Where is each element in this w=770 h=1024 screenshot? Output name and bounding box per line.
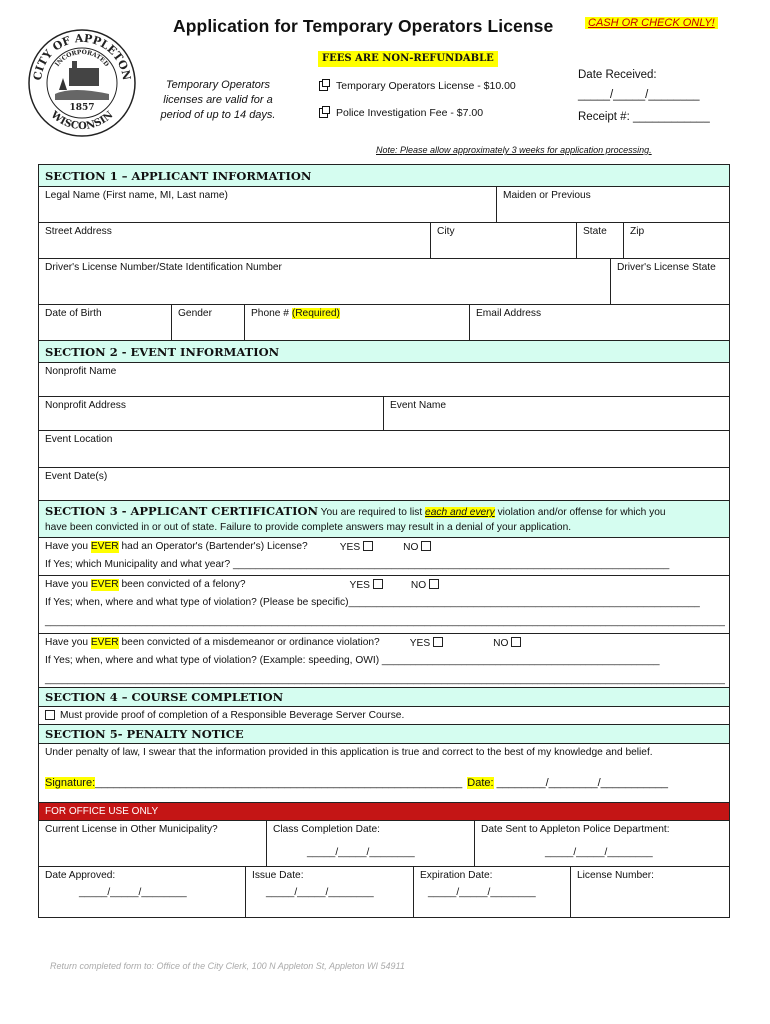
q1-yes[interactable] (340, 541, 373, 553)
q2-yes-label: YES (349, 580, 370, 591)
row-nonprofit-name (39, 363, 729, 397)
date-received-label: Date Received: (578, 69, 657, 81)
section1-header: SECTION 1 – APPLICANT INFORMATION (39, 165, 729, 187)
q3-yes-label: YES (409, 638, 431, 649)
q1-yes-checkbox[interactable] (363, 541, 373, 551)
q3-yes-checkbox[interactable] (433, 637, 443, 647)
row-name (39, 187, 729, 223)
email-field[interactable]: Email Address (476, 308, 542, 319)
q2-followup[interactable]: If Yes; when, where and what type of violation? (Please be specific)______________________________________________________________ (45, 597, 700, 608)
date-received (578, 65, 700, 105)
section3 (39, 501, 729, 688)
fee-license-text: Temporary Operators License - $10.00 (336, 80, 516, 92)
city-field[interactable]: City (431, 223, 577, 258)
q3-followup[interactable]: If Yes; when, where and what type of violation? (Example: speeding, OWI) _________________________________________________ (45, 655, 660, 666)
section5-header: SECTION 5- PENALTY NOTICE (39, 725, 729, 744)
date-sent-field[interactable] (475, 821, 729, 866)
q2-ever: EVER (90, 579, 119, 590)
q3-yes[interactable] (410, 637, 443, 649)
question-2 (39, 575, 729, 594)
license-number-field[interactable]: License Number: (577, 870, 655, 881)
event-name-field[interactable]: Event Name (390, 400, 447, 411)
page-title: Application for Temporary Operators License (173, 16, 554, 36)
fee-police-line (319, 107, 483, 119)
dl-number-field[interactable]: Driver's License Number/State Identification Number (39, 259, 611, 304)
course-completion-row (39, 707, 729, 725)
row-event-dates (39, 468, 729, 501)
course-completion-checkbox[interactable] (45, 710, 55, 720)
section2-header: SECTION 2 - EVENT INFORMATION (39, 341, 729, 363)
q2-yes[interactable] (350, 579, 383, 591)
q2-no-checkbox[interactable] (429, 579, 439, 589)
section3-intro-highlight: each and every (425, 507, 495, 518)
return-address-footer: Return completed form to: Office of the City Clerk, 100 N Appleton St, Appleton WI 54911 (50, 961, 405, 971)
event-location-field[interactable]: Event Location (45, 434, 113, 445)
date-approved-blank[interactable]: _____/_____/________ (79, 887, 187, 898)
q1-no-label: NO (403, 542, 419, 553)
maiden-name-field[interactable]: Maiden or Previous (503, 190, 591, 201)
expiration-date-blank[interactable]: _____/_____/________ (428, 887, 536, 898)
zip-field[interactable]: Zip (630, 226, 645, 237)
issue-date-blank[interactable]: _____/_____/________ (266, 887, 374, 898)
copy-icon (319, 81, 328, 91)
section4-header: SECTION 4 – COURSE COMPLETION (39, 688, 729, 707)
section3-intro-line2: have been convicted in or out of state. Failure to provide complete answers may result in a denial of your application. (45, 522, 572, 533)
seal-top-text: CITY OF APPLETON (30, 31, 134, 82)
q3-no[interactable] (493, 637, 521, 649)
application-form (38, 164, 730, 918)
penalty-notice (39, 744, 729, 803)
date-sent-blank[interactable]: _____/_____/________ (545, 847, 653, 858)
signature-label: Signature: (45, 777, 96, 789)
q2-prefix: Have you (45, 579, 89, 590)
phone-field[interactable] (245, 305, 470, 340)
seal-bottom-text: WISCONSIN (48, 109, 116, 133)
q1-no[interactable] (403, 541, 431, 553)
date-sent-label: Date Sent to Appleton Police Department: (481, 824, 670, 835)
validity-note: Temporary Operators licenses are valid for a period of up to 14 days. (160, 79, 276, 121)
event-dates-field[interactable]: Event Date(s) (45, 471, 108, 482)
city-seal (27, 28, 137, 138)
date-blank[interactable]: ________/________/___________ (496, 777, 668, 789)
row-event-location (39, 431, 729, 468)
street-address-field[interactable]: Street Address (39, 223, 431, 258)
row-address (39, 223, 729, 259)
processing-note: Note: Please allow approximately 3 weeks for application processing. (376, 145, 652, 155)
phone-required: (Required) (291, 308, 340, 319)
question-1 (39, 537, 729, 556)
row-personal (39, 305, 729, 341)
section3-intro-b: violation and/or offense for which you (497, 507, 666, 518)
q1-prefix: Have you (45, 541, 89, 552)
question-3 (39, 633, 729, 652)
office-row-2 (39, 867, 729, 918)
dob-field[interactable]: Date of Birth (39, 305, 172, 340)
office-row-1 (39, 821, 729, 867)
fee-license-line (319, 80, 516, 92)
q3-no-label: NO (493, 638, 509, 649)
class-completion-field[interactable] (267, 821, 475, 866)
q2-yes-checkbox[interactable] (373, 579, 383, 589)
q1-yes-label: YES (339, 542, 361, 553)
penalty-text: Under penalty of law, I swear that the information provided in this application is true and correct to the best of my knowledge and belief. (45, 747, 653, 758)
q1-text: had an Operator's (Bartender's) License? (121, 541, 308, 552)
receipt-number[interactable]: Receipt #: ____________ (578, 111, 710, 123)
section3-intro-a: You are required to list (320, 507, 423, 518)
issue-date-label: Issue Date: (252, 870, 304, 881)
section3-title: SECTION 3 - APPLICANT CERTIFICATION (45, 504, 318, 518)
svg-text:INCORPORATED (54, 49, 110, 68)
fee-police-text: Police Investigation Fee - $7.00 (336, 107, 484, 119)
signature-line[interactable] (39, 761, 729, 792)
q1-no-checkbox[interactable] (421, 541, 431, 551)
date-received-blank[interactable]: _____/_____/________ (578, 89, 700, 101)
q2-text: been convicted of a felony? (121, 579, 246, 590)
row-license (39, 259, 729, 305)
phone-label: Phone # (251, 308, 289, 319)
cash-check-note: CASH OR CHECK ONLY! (585, 17, 718, 29)
q3-prefix: Have you (45, 637, 89, 648)
nonprofit-address-field[interactable]: Nonprofit Address (39, 397, 384, 430)
current-license-field[interactable]: Current License in Other Municipality? (39, 821, 267, 866)
expiration-date-label: Expiration Date: (420, 870, 493, 881)
signature-blank[interactable]: ____________________________________________________________ (95, 777, 463, 789)
office-use-banner: FOR OFFICE USE ONLY (39, 803, 729, 821)
q2-no[interactable] (411, 579, 439, 591)
date-approved-field[interactable] (39, 867, 246, 917)
class-completion-label: Class Completion Date: (273, 824, 381, 835)
date-label: Date: (467, 777, 494, 789)
course-completion-text: Must provide proof of completion of a Responsible Beverage Server Course. (60, 709, 405, 721)
dl-state-field[interactable]: Driver's License State (617, 262, 716, 273)
fees-banner: FEES ARE NON-REFUNDABLE (318, 51, 498, 67)
date-approved-label: Date Approved: (45, 870, 116, 881)
issue-date-field[interactable] (246, 867, 414, 917)
gender-field[interactable]: Gender (172, 305, 245, 340)
seal-middle-text: INCORPORATED (53, 48, 111, 69)
q3-ever: EVER (90, 637, 119, 648)
state-field[interactable]: State (577, 223, 624, 258)
nonprofit-name-field[interactable]: Nonprofit Name (45, 366, 117, 377)
expiration-date-field[interactable] (414, 867, 571, 917)
section3-header (39, 501, 729, 537)
q3-blank-line[interactable]: ________________________________________________________________________________________________________________________ (45, 674, 725, 685)
course-completion[interactable] (39, 707, 410, 724)
q3-text: been convicted of a misdemeanor or ordinance violation? (121, 637, 380, 648)
row-nonprofit-address (39, 397, 729, 431)
copy-icon (319, 108, 328, 118)
seal-year: 1857 (69, 103, 95, 113)
q3-no-checkbox[interactable] (511, 637, 521, 647)
q1-ever: EVER (90, 541, 119, 552)
class-completion-blank[interactable]: _____/_____/________ (307, 847, 415, 858)
q1-followup[interactable]: If Yes; which Municipality and what year? _____________________________________________________________________________ (45, 559, 670, 570)
q2-no-label: NO (410, 580, 427, 591)
legal-name-field[interactable]: Legal Name (First name, MI, Last name) (39, 187, 497, 222)
q2-blank-line[interactable]: ________________________________________________________________________________________________________________________ (45, 616, 725, 627)
